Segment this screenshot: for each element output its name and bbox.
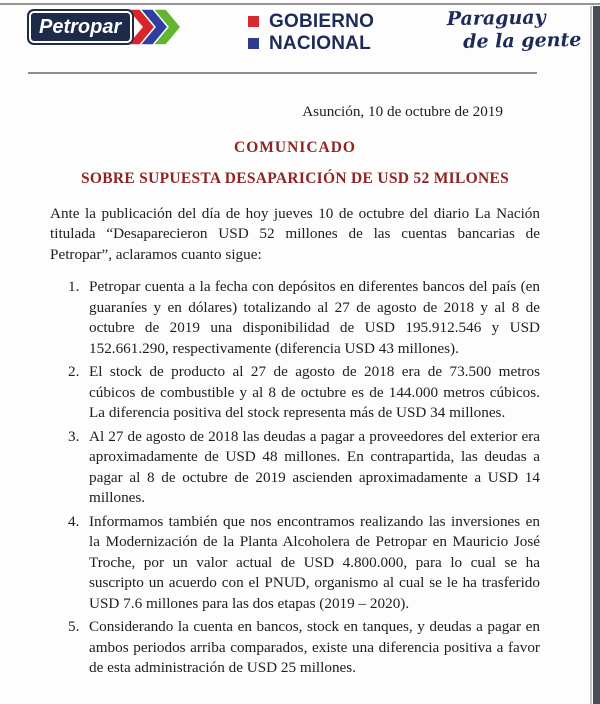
blue-square-icon (248, 38, 259, 49)
item-number: 3. (68, 427, 80, 445)
red-square-icon (248, 16, 259, 27)
list-item (50, 362, 540, 424)
list-item (50, 427, 540, 509)
gobierno-text-line1: GOBIERNO (269, 11, 375, 32)
tagline-line2: de la gente (463, 28, 582, 53)
item-number: 5. (68, 618, 80, 635)
list-item (50, 277, 540, 359)
item-number: 2. (68, 363, 80, 380)
list-item (50, 617, 540, 679)
gobierno-text-line2: NACIONAL (269, 33, 371, 54)
item-text: Considerando la cuenta en bancos, stock en tanques, y deudas a pagar en ambos periodos arriba comparados, existe una diferencia positiva a favor de esta administración de USD 25 millones. (89, 618, 540, 676)
paraguay-de-la-gente-tagline (447, 6, 582, 54)
tagline-line1: Paraguay (446, 6, 546, 31)
item-text: El stock de producto al 27 de agosto de 2018 era de 73.500 metros cúbicos de combustible y al 8 de octubre es de 144.000 metros cúbicos. La diferencia positiva del stock representa más de USD 34 millones. (89, 363, 540, 421)
chevrons-icon (127, 9, 183, 45)
list-item (50, 512, 540, 615)
document-content (50, 97, 540, 682)
item-text: Al 27 de agosto de 2018 las deudas a pagar a proveedores del exterior era aproximadamente de USD 48 millones. En contrapartida, las deudas a pagar al 8 de octubre de 2019 ascienden aproximadamente a USD 14 millones. (89, 427, 540, 506)
scrollbar[interactable] (593, 6, 600, 704)
intro-paragraph: Ante la publicación del día de hoy jueves 10 de octubre del diario La Nación titulada “Desaparecieron USD 52 millones de las cuentas bancarias de Petropar”, aclaramos cuanto sigue: (50, 204, 540, 263)
top-border-line (0, 3, 600, 5)
numbered-list (50, 277, 540, 679)
header-divider (28, 72, 537, 74)
date-line: Asunción, 10 de octubre de 2019 (302, 103, 503, 120)
item-text: Informamos también que nos encontramos realizando las inversiones en la Modernización de la Planta Alcoholera de Petropar en Mauricio José Troche, por un valor actual de USD 4.800.000, para lo cual se ha suscripto un acuerdo con el PNUD, organismo al cual se le ha trasferido USD 7.6 millones para las dos etapas (2019 – 2020). (89, 512, 540, 612)
gobierno-nacional-logo (248, 12, 374, 53)
page-title: COMUNICADO (234, 138, 356, 156)
scrollbar-track-edge (590, 6, 592, 704)
petropar-logo-text: Petropar (27, 9, 134, 45)
petropar-logo (27, 9, 183, 45)
item-number: 1. (68, 278, 80, 295)
item-number: 4. (68, 512, 80, 530)
item-text: Petropar cuenta a la fecha con depósitos en diferentes bancos del país (en guaraníes y en dólares) totalizando al 27 de agosto de 2018 y al 8 de octubre de 2019 una disponibilidad de USD 195.912.546 y USD 152.661.290, respectivamente (diferencia USD 43 millones). (89, 278, 540, 357)
page-subtitle: SOBRE SUPUESTA DESAPARICIÓN DE USD 52 MILONES (80, 170, 510, 187)
